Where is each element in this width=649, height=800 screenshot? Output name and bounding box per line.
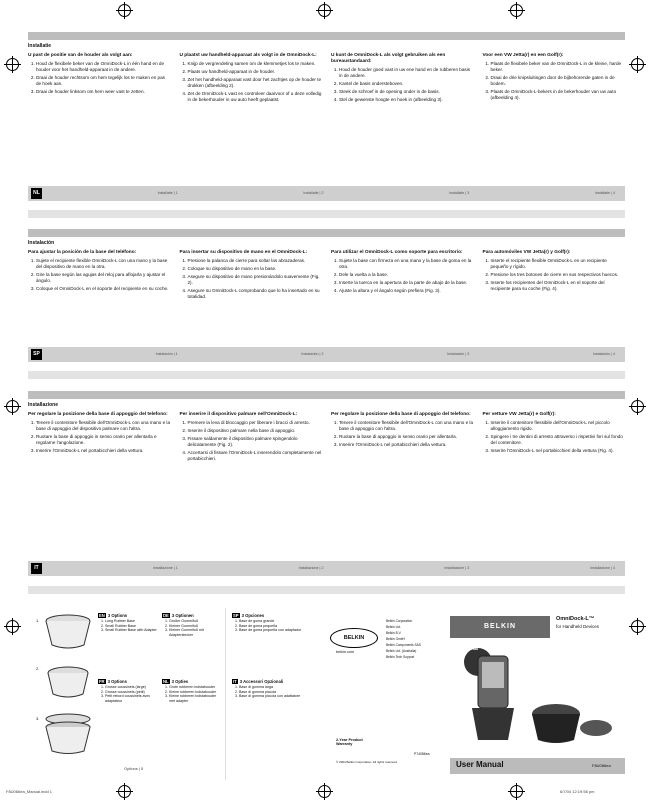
language-badge: NL xyxy=(31,188,42,199)
registration-mark-icon xyxy=(631,58,644,71)
language-badge: SP xyxy=(31,349,42,360)
column-3: U kunt de OmniDock-L als volgt gebruiken als een bureaustandaard: 1. Houd de houder goed vast in uw ene hand en de rubberen basis in de andere. 2. Kantel de basis ondersteboven. 3. Steek de schroef in de opening onder in de basis. 4. Stel de gewenste hoogte en hoek in (afbeelding 3). xyxy=(331,53,474,105)
rubber-base-small-icon xyxy=(42,664,94,700)
sheet-nl xyxy=(28,32,625,232)
section-title: Installazione xyxy=(28,402,59,408)
registration-mark-icon xyxy=(510,785,523,798)
options-fr: FR 3 Options 1. Grosse coussinets (large) 2. Grosse coussinets (petit) 3. Petit rebord coussinets avec adaptateur xyxy=(98,680,158,703)
column-4: Per vetture VW Jetta(r) e Golf(r): 1. Inserire il contenitore flessibile dell'OmniDock-L nel piccolo alloggiamento rigido. 2. Spingere i tre dentini di arresto attraverso i rispettivi fori sul fondo del contenitore. 3. Inserire l'OmniDock-L nel portabicchieri della vettura (Fig. 4). xyxy=(483,412,626,464)
registration-mark-icon xyxy=(631,400,644,413)
registration-mark-icon xyxy=(631,620,644,633)
column-2: U plaatst uw handheld-apparaat als volgt in de OmniDock-L: 1. Knijp de vergrendeling samen om de klemmetjes los te maken. 2. Plaats uw handheld-apparaat in de houder. 3. Zet het handheld-apparaat vast door het zachtjes op de houder te drukken (afbeelding 2). 4. Zet de OmniDock-L vast en controleer daarvoor of u deze volledig in de bekerhouder in uw auto heeft geplaatst. xyxy=(180,53,323,105)
front-cover: BELKIN OmniDock-L™ for Handheld Devices Universal User Manual F8U066ea xyxy=(448,608,625,780)
back-cover: BELKIN belkin.com Belkin Corporation Belkin Ltd. Belkin B.V. Belkin GmbH Belkin Components SAS Belkin Ltd. (Australia) Belkin Tech Support 2-Year Product Warranty © 2004 Belkin Corporation. All rights reserved. P74086ea xyxy=(324,608,444,780)
registration-mark-icon xyxy=(118,785,131,798)
cover-brand: BELKIN xyxy=(450,616,550,638)
section-title: Instalación xyxy=(28,240,55,246)
options-en: EN 3 Options 1. Long Rubber Base 2. Small Rubber Base 3. Small Rubber Base with Adapter xyxy=(98,614,158,633)
column-1: Per regolare la posizione della base di appoggio del telefono: 1. Tenere il contenitore flessibile dell'OmniDock-L con una mano e la base di appoggio del dispositivo palmare con l'altra. 2. Ruotare la base di appoggio in senso orario per allentarla e regolarne l'angolazione. 3. Inserire l'OmniDock-L nel portabicchieri della vettura. xyxy=(28,412,171,464)
options-it: IT 3 Accessori Opzionali 1. Base di gomma larga 2. Base di gomma piccola 3. Base di gomma piccola con adattatore xyxy=(232,680,316,699)
registration-mark-icon xyxy=(6,620,19,633)
options-panel-2 xyxy=(228,608,320,780)
registration-mark-icon xyxy=(6,400,19,413)
registration-mark-icon xyxy=(6,58,19,71)
options-de: DE 3 Optionen 1. Großer Gummifuß 2. Kleiner Gummifuß 3. Kleiner Gummifuß mit Adapterstecker xyxy=(162,614,222,637)
office-list: Belkin Corporation Belkin Ltd. Belkin B.V. Belkin GmbH Belkin Components SAS Belkin Ltd. (Australia) Belkin Tech Support xyxy=(386,619,421,659)
registration-mark-icon xyxy=(510,4,523,17)
rubber-base-adapter-icon xyxy=(42,712,94,756)
section-title: Installatie xyxy=(28,43,52,49)
language-bar: SP Instalación | 1 Instalación | 2 Instalación | 3 Instalación | 4 xyxy=(28,347,625,362)
registration-mark-icon xyxy=(118,4,131,17)
column-3: Per regolare la posizione della base di appoggio del telefono: 1. Tenere il contenitore flessibile dell'OmniDock-L con una mano e la base di appoggio con l'altra. 2. Ruotare la base di appoggio in senso orario per allentarla. 3. Inserire l'OmniDock-L nel portabicchieri della vettura. xyxy=(331,412,474,464)
belkin-logo: BELKIN xyxy=(330,628,378,648)
registration-mark-icon xyxy=(318,785,331,798)
column-3: Para utilizar el OmniDock-L como soporte para escritorio: 1. Sujete la base con firmeza en una mano y la base de goma en la otra. 2. Dele la vuelta a la base. 3. Inserte la tuerca en la apertura de la parte de abajo de la base. 4. Ajuste la altura y el ángulo según prefiera (Fig. 3). xyxy=(331,250,474,302)
print-date: 6/7/04 12:19:56 pm xyxy=(560,789,595,794)
language-bar: IT Installazione | 1 Installazione | 2 Installazione | 3 Installazione | 4 xyxy=(28,561,625,576)
registration-mark-icon xyxy=(318,4,331,17)
rubber-base-large-icon xyxy=(42,614,94,650)
column-2: Per inserire il dispositivo palmare nell'OmniDock-L: 1. Premere la leva di bloccaggio per liberare i bracci di arresto. 2. Inserire il dispositivo palmare nella base di appoggio. 3. Fissare saldamente il dispositivo palmare spingendolo delicatamente (Fig. 2). 4. Accertarsi di fissare l'OmniDock-L inserendolo completamente nel portabicchieri. xyxy=(180,412,323,464)
options-nl: NL 3 Opties 1. Grote rubberen bolstabouder 2. Kleine rubberen bolstabouder 3. Kleine rubberen bolstabouder met adapter xyxy=(162,680,222,703)
options-sp: SP 3 Opciones 1. Base de goma grande 2. Base de goma pequeña 3. Base de goma pequeña con adaptador xyxy=(232,614,316,633)
column-4: Para automóviles VW Jetta(r) y Golf(r): 1. Inserte el recipiente flexible OmniDock-L en un recipiente pequeño y rígido. 2. Presione los tres botones de cierre en sus respectivos huecos. 3. Inserte los recipientes del OmniDock-L en el soporte del recipiente para su coche (Fig. 4). xyxy=(483,250,626,302)
user-manual-title: User Manual xyxy=(456,760,504,769)
column-1: U past de positie van de houder als volgt aan: 1. Houd de flexibele beker van de OmniDock-L in één hand en de houder voor het handheld-apparaat in de andere. 2. Draai de houder rechtsom om hem tegelijk los te maken en pas de hoek aan. 3. Draai de houder linksom om hem weer vast te zetten. xyxy=(28,53,171,105)
column-4: Voor een VW Jetta(r) en een Golf(r): 1. Plaats de flexibele beker van de OmniDock-L in de kleine, harde beker. 2. Draai de drie knipsluitingen door de bijbehorende gaten in de bodem. 3. Plaats de OmniDock-L-bekers in de bekerhouder van uw auto (afbeelding 4). xyxy=(483,53,626,105)
language-badge: IT xyxy=(31,563,42,574)
sheet-it xyxy=(28,391,625,606)
column-1: Para ajustar la posición de la base del teléfono: 1. Sujete el recipiente flexible OmniDock-L con una mano y la base del dispositivo de mano en la otra. 2. Gire la base según las agujas del reloj para aflojarla y ajustar el ángulo. 3. Coloque el OmniDock-L en el soporte del recipiente en su coche. xyxy=(28,250,171,302)
options-panel: 1. 2. 3. EN 3 Options 1. Long Rubber Base 2. Small Rubber Base 3. Small Rubber Base with Adapter FR 3 Options 1. Grosse coussinets (large) 2. Grosse coussinets (petit) 3. Petit rebord coussinets avec adaptateur DE 3 Optionen 1. Großer Gummifuß 2. Kleiner Gummifuß 3. Kleiner Gummifuß mit Adapterstecker NL 3 Opties 1. Grote rubberen bolstabouder 2. Kleine rubberen bolstabouder 3. Kleine rubberen bolstabouder met adapter Options | 5 xyxy=(28,608,226,780)
column-2: Para insertar su dispositivo de mano en el OmniDock-L: 1. Presione la palanca de cierre para soltar las abrazaderas. 2. Coloque su dispositivo de mano en la base. 3. Asegure su dispositivo de mano presionándolo suavemente (Fig. 2). 4. Asegure su OmniDock-L comprobando que lo ha insertado en su totalidad. xyxy=(180,250,323,302)
product-photo-icon xyxy=(456,642,616,752)
print-slug: F8U066ea_Manual.indd 1 xyxy=(6,789,53,794)
bottom-panel xyxy=(28,608,625,780)
language-bar: NL Installatie | 1 Installatie | 2 Installatie | 3 Installatie | 4 xyxy=(28,186,625,201)
